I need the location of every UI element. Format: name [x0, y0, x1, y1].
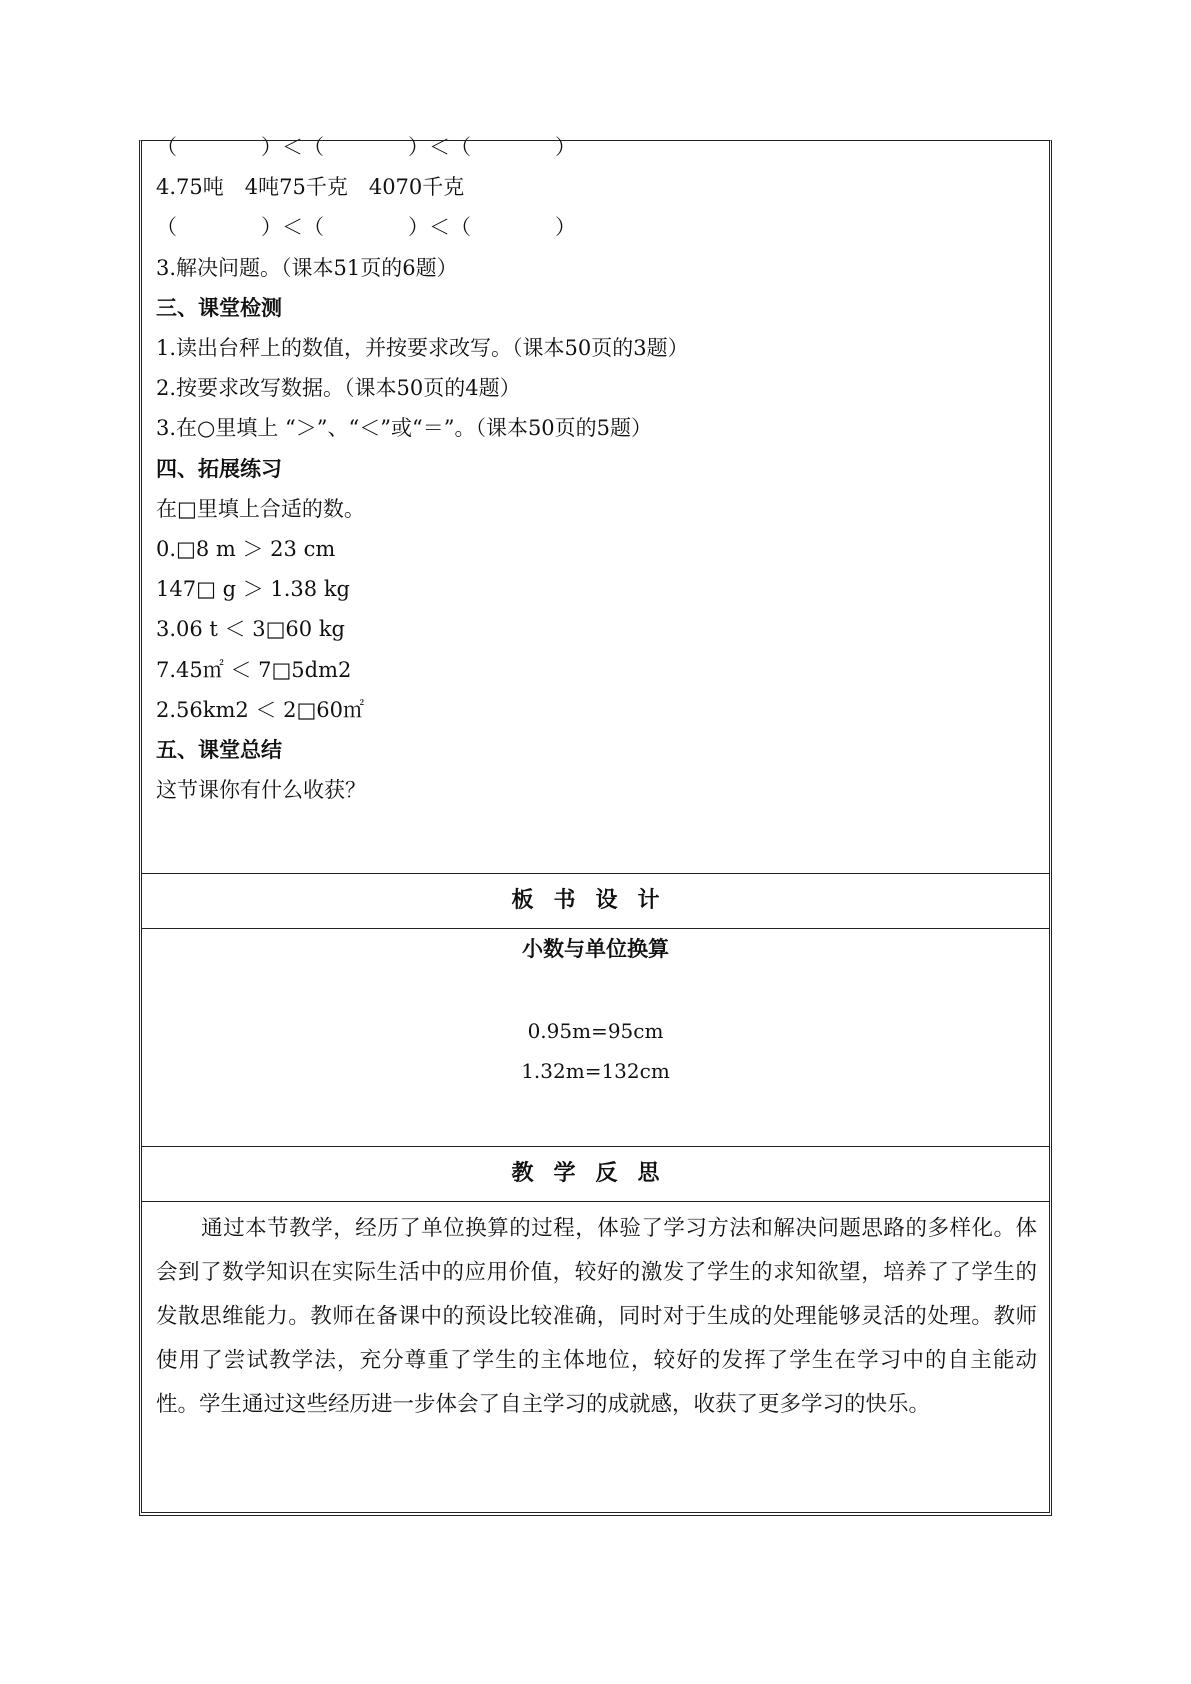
answer-blanks-row: （ ）＜（ ）＜（ ）	[156, 135, 576, 159]
check-item-3: 3.在○里填上 “＞”、“＜”或“＝”。（课本50页的5题）	[156, 416, 653, 440]
board-equation-2: 1.32m=132cm	[521, 1059, 670, 1083]
board-design-content	[142, 928, 1049, 1146]
reflection-header-row	[142, 1146, 1049, 1201]
reflection-content	[142, 1201, 1049, 1517]
extension-instruction: 在□里填上合适的数。	[156, 497, 365, 521]
reflection-paragraph: 通过本节教学，经历了单位换算的过程，体验了学习方法和解决问题思路的多样化。体会到了数学知识在实际生活中的应用价值，较好的激发了学生的求知欲望，培养了了学生的发散思维能力。教师在备课中的预设比较准确，同时对于生成的处理能够灵活的处理。教师使用了尝试教学法，充分尊重了学生的主体地位，较好的发挥了学生在学习中的自主能动性。学生通过这些经历进一步体会了自主学习的成就感，收获了更多学习的快乐。	[156, 1216, 1037, 1417]
problem-solving-line: 3.解决问题。（课本51页的6题）	[156, 256, 458, 280]
board-equation-1: 0.95m=95cm	[527, 1019, 664, 1043]
check-item-1: 1.读出台秤上的数值，并按要求改写。（课本50页的3题）	[156, 336, 689, 360]
exercise-section	[142, 135, 1049, 873]
weight-values-line: 4.75吨 4吨75千克 4070千克	[156, 175, 465, 199]
board-design-heading: 板书设计	[511, 888, 680, 913]
summary-question: 这节课你有什么收获？	[156, 778, 366, 802]
extension-item-2: 147□ g ＞ 1.38 kg	[156, 577, 350, 601]
extension-item-1: 0.□8 m ＞ 23 cm	[156, 537, 336, 561]
reflection-heading: 教学反思	[511, 1161, 680, 1186]
answer-blanks-row: （ ）＜（ ）＜（ ）	[156, 215, 576, 239]
extension-item-3: 3.06 t ＜ 3□60 kg	[156, 617, 345, 641]
board-title: 小数与单位换算	[522, 937, 669, 961]
extension-item-5: 2.56km2 ＜ 2□60㎡	[156, 698, 365, 722]
extension-item-4: 7.45㎡ ＜ 7□5dm2	[156, 658, 352, 682]
board-design-header-row	[142, 873, 1049, 928]
section-heading-extension: 四、拓展练习	[156, 457, 282, 481]
section-heading-class-check: 三、课堂检测	[156, 296, 282, 320]
section-heading-summary: 五、课堂总结	[156, 738, 282, 762]
lesson-plan-table	[139, 135, 1052, 1516]
check-item-2: 2.按要求改写数据。（课本50页的4题）	[156, 376, 521, 400]
